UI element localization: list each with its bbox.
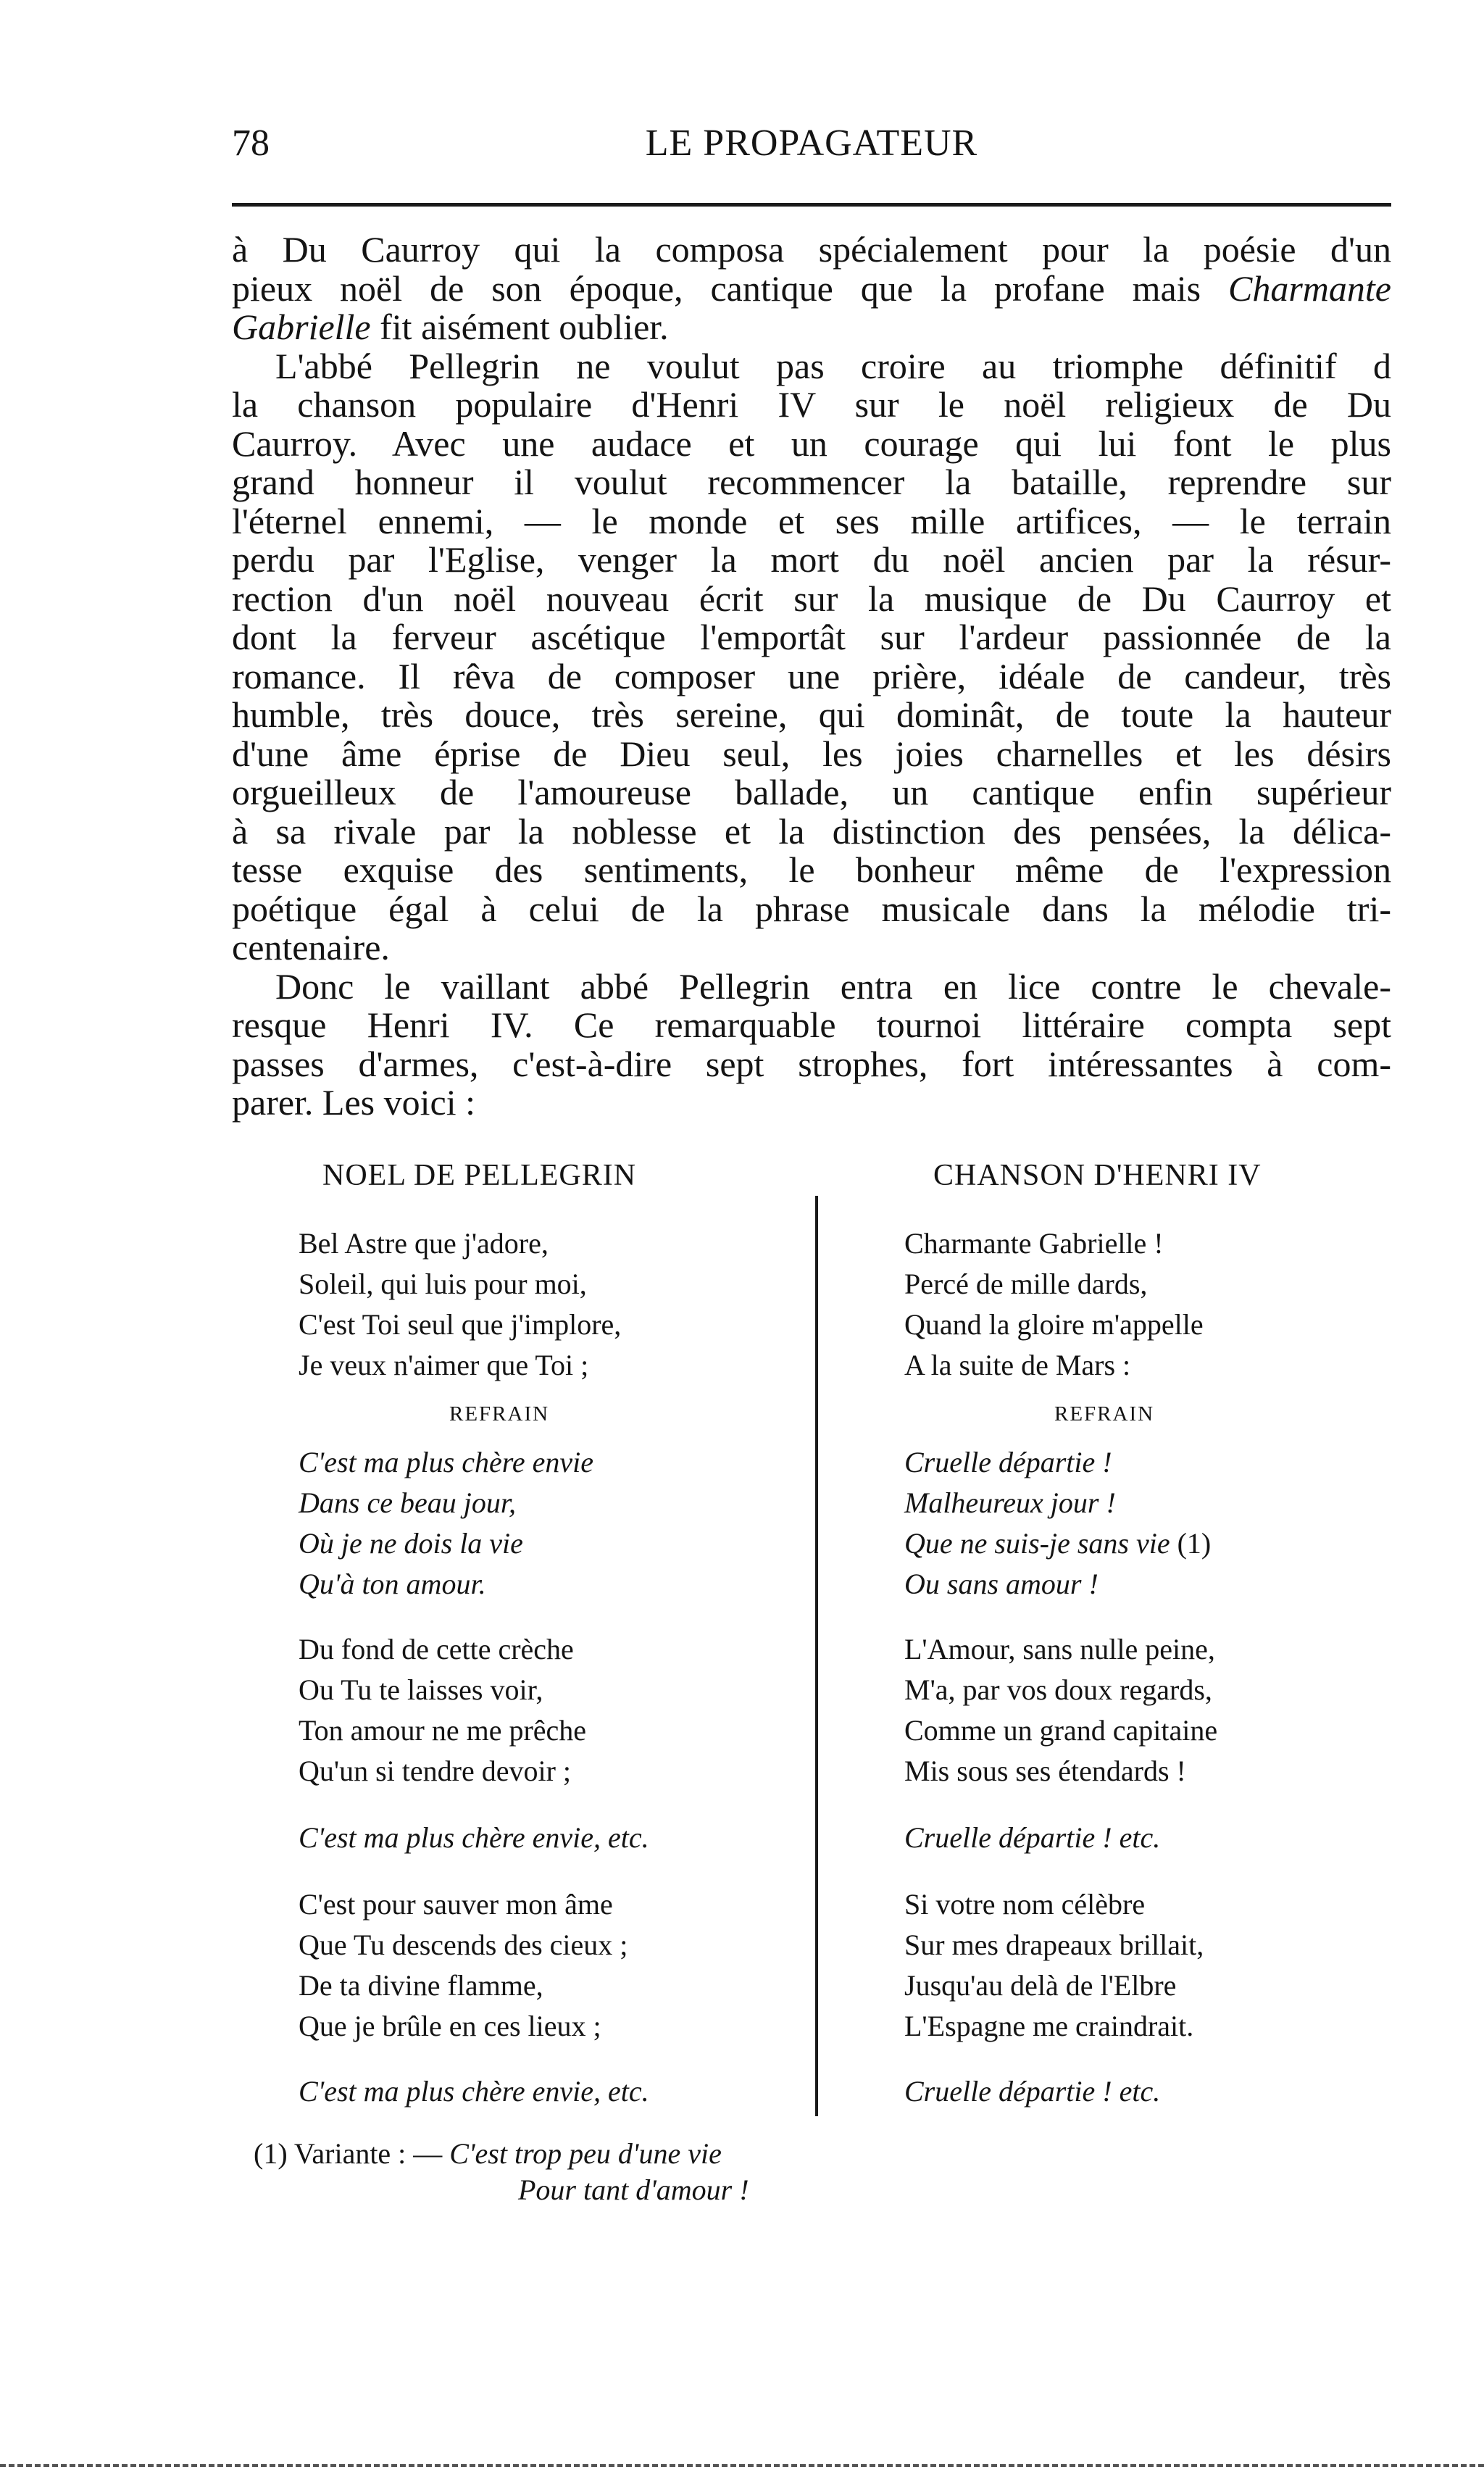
verse-line: C'est ma plus chère envie, etc. <box>299 1821 649 1854</box>
text-line: d'une âme éprise de Dieu seul, les joies charnelles et les désirs <box>232 733 1391 774</box>
footnote-line: C'est trop peu d'une vie <box>449 2137 722 2170</box>
text-line: à sa rivale par la noblesse et la distinction des pensées, la délica- <box>232 810 1391 852</box>
verse-line: Qu'un si tendre devoir ; <box>299 1755 572 1787</box>
footnote-label: Variante : — <box>293 2137 443 2170</box>
verse-line: L'Espagne me craindrait. <box>904 2010 1194 2042</box>
verse-line: Ou sans amour ! <box>904 1568 1099 1600</box>
footnote-line: Pour tant d'amour ! <box>518 2173 749 2206</box>
verse-line: Cruelle départie ! etc. <box>904 2075 1161 2108</box>
text-line: romance. Il rêva de composer une prière, idéale de candeur, très <box>232 655 1391 696</box>
running-title: LE PROPAGATEUR <box>645 122 978 164</box>
poem-title: NOEL DE PELLEGRIN <box>322 1159 637 1192</box>
verse-line: Soleil, qui luis pour moi, <box>299 1268 587 1300</box>
verse-line: Mis sous ses étendards ! <box>904 1755 1186 1787</box>
refrain-label: REFRAIN <box>1054 1402 1155 1426</box>
column-divider <box>815 1196 818 2116</box>
footnote-reference: (1) <box>1177 1527 1212 1560</box>
verse-text: Que ne suis-je sans vie <box>904 1527 1170 1560</box>
text-line: dont la ferveur ascétique l'emportât sur l'ardeur passionnée de la <box>232 617 1391 657</box>
verse-line: Où je ne dois la vie <box>299 1527 523 1560</box>
text-line: à Du Caurroy qui la composa spécialement pour la poésie d'un <box>232 229 1391 270</box>
verse-line: Que Tu descends des cieux ; <box>299 1929 628 1961</box>
verse-line: Dans ce beau jour, <box>299 1486 516 1519</box>
text-span: pieux noël de son époque, cantique que la profane mais <box>232 267 1201 309</box>
text-line: orgueilleux de l'amoureuse ballade, un cantique enfin supérieur <box>232 772 1391 812</box>
verse-line: De ta divine flamme, <box>299 1969 543 2002</box>
verse-line <box>904 1526 1211 1560</box>
text-line: rection d'un noël nouveau écrit sur la musique de Du Caurroy et <box>232 578 1391 619</box>
verse-line: Ton amour ne me prêche <box>299 1714 587 1747</box>
verse-line: Si votre nom célèbre <box>904 1888 1146 1921</box>
refrain-label: REFRAIN <box>449 1402 550 1426</box>
text-line: L'abbé Pellegrin ne voulut pas croire au triomphe définitif d <box>275 345 1391 386</box>
bottom-rule <box>0 2464 1484 2467</box>
footnote-mark: (1) <box>254 2137 288 2170</box>
verse-line: Ou Tu te laisses voir, <box>299 1673 543 1706</box>
verse-line: Jusqu'au delà de l'Elbre <box>904 1969 1177 2002</box>
text-line: passes d'armes, c'est-à-dire sept strophes, fort intéressantes à com- <box>232 1043 1391 1084</box>
page-header <box>232 122 1391 172</box>
verse-line: Charmante Gabrielle ! <box>904 1227 1164 1260</box>
text-line: l'éternel ennemi, — le monde et ses mille artifices, — le terrain <box>232 500 1391 541</box>
verse-line: Qu'à ton amour. <box>299 1568 486 1600</box>
body-text <box>232 230 1391 1123</box>
text-line: Donc le vaillant abbé Pellegrin entra en lice contre le chevale- <box>275 965 1391 1007</box>
italic-span: Gabrielle <box>232 307 371 347</box>
text-line: humble, très douce, très sereine, qui dominât, de toute la hauteur <box>232 694 1391 735</box>
footnote <box>254 2137 722 2171</box>
verse-line: C'est ma plus chère envie <box>299 1446 593 1478</box>
text-span: fit aisément oublier. <box>370 307 669 347</box>
poem-title: CHANSON D'HENRI IV <box>933 1159 1262 1192</box>
verse-line: C'est pour sauver mon âme <box>299 1888 613 1921</box>
verse-line: Comme un grand capitaine <box>904 1714 1218 1747</box>
text-line: tesse exquise des sentiments, le bonheur même de l'expression <box>232 849 1391 890</box>
text-line: Caurroy. Avec une audace et un courage qui lui font le plus <box>232 423 1391 464</box>
text-line: centenaire. <box>232 927 390 968</box>
text-line: poétique égal à celui de la phrase musicale dans la mélodie tri- <box>232 888 1391 929</box>
verse-line: M'a, par vos doux regards, <box>904 1673 1212 1706</box>
verse-line: Que je brûle en ces lieux ; <box>299 2010 601 2042</box>
italic-span: Charmante <box>1228 267 1391 309</box>
text-line: la chanson populaire d'Henri IV sur le noël religieux de Du <box>232 384 1391 425</box>
verse-line: L'Amour, sans nulle peine, <box>904 1633 1215 1665</box>
verse-line: A la suite de Mars : <box>904 1349 1131 1381</box>
verse-line: Du fond de cette crèche <box>299 1633 574 1665</box>
text-line: parer. Les voici : <box>232 1082 475 1123</box>
verse-line: Bel Astre que j'adore, <box>299 1227 549 1260</box>
verse-line: Je veux n'aimer que Toi ; <box>299 1349 589 1381</box>
text-line <box>232 267 1391 309</box>
verse-line: Percé de mille dards, <box>904 1268 1148 1300</box>
verse-line: Sur mes drapeaux brillait, <box>904 1929 1204 1961</box>
text-line: resque Henri IV. Ce remarquable tournoi littéraire compta sept <box>232 1004 1391 1045</box>
verse-line: C'est Toi seul que j'implore, <box>299 1308 622 1341</box>
text-line: perdu par l'Eglise, venger la mort du noël ancien par la résur- <box>232 539 1391 580</box>
header-rule <box>232 203 1391 207</box>
page-number: 78 <box>232 122 270 164</box>
verse-line: C'est ma plus chère envie, etc. <box>299 2075 649 2108</box>
text-line: grand honneur il voulut recommencer la bataille, reprendre sur <box>232 462 1391 502</box>
verse-line: Cruelle départie ! etc. <box>904 1821 1161 1854</box>
verse-line: Cruelle départie ! <box>904 1446 1112 1478</box>
verse-line: Malheureux jour ! <box>904 1486 1116 1519</box>
text-line <box>232 308 1391 347</box>
verse-line: Quand la gloire m'appelle <box>904 1308 1204 1341</box>
